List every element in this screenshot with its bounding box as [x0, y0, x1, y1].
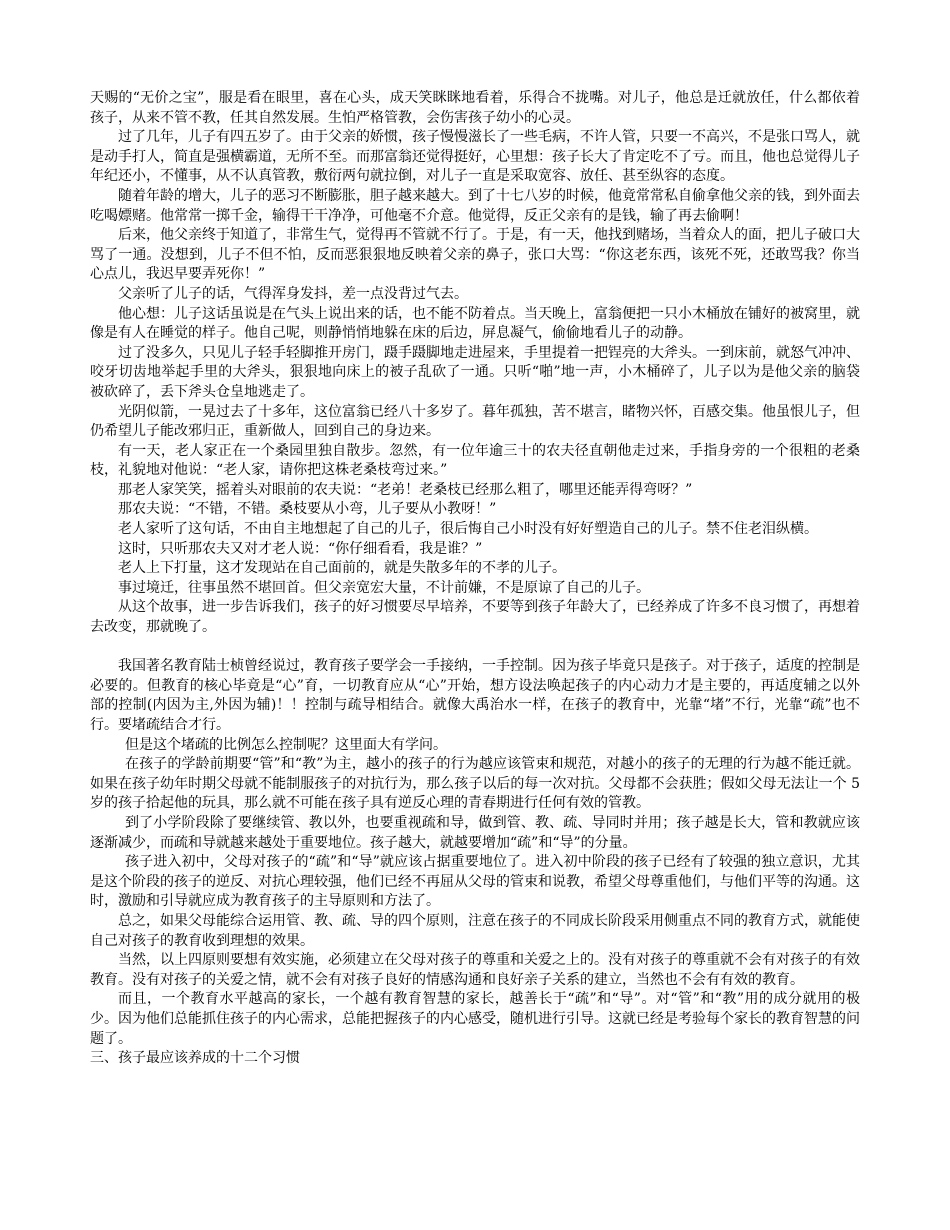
story-paragraph: 天赐的“无价之宝”，服是看在眼里，喜在心头，成天笑眯眯地看着，乐得合不拢嘴。对儿子，他总是迁就放任，什么都依着孩子，从来不管不教，任其自然发展。生怕严格管教，会伤害孩子幼小的心灵。 [90, 90, 860, 126]
section-heading: 三、孩子最应该养成的十二个习惯 [90, 1050, 300, 1067]
story-paragraph: 从这个故事，进一步告诉我们，孩子的好习惯要尽早培养，不要等到孩子年龄大了，已经养成了许多不良习惯了，再想着去改变，那就晚了。 [90, 599, 860, 636]
story-paragraph: 随着年龄的增大，儿子的恶习不断膨胀，胆子越来越大。到了十七八岁的时候，他竟常常私自偷拿他父亲的钱，到外面去吃喝嫖赌。他常常一掷千金，输得干干净净，可他毫不介意。他觉得，反正父亲有的是钱，输了再去偷啊！ [90, 187, 860, 224]
blank-line [90, 638, 860, 658]
story-paragraph: 后来，他父亲终于知道了，非常生气，觉得再不管就不行了。于是，有一天，他找到赌场，当着众人的面，把儿子破口大骂了一通。没想到，儿子不但不怕，反而恶狠狠地反映着父亲的鼻子，张口大骂：“你这老东西，该死不死，还敢骂我？你当心点儿，我迟早要弄死你！” [90, 227, 860, 283]
document-page [90, 89, 860, 1069]
story-paragraph: 过了几年，儿子有四五岁了。由于父亲的娇惯，孩子慢慢滋长了一些毛病，不许人管，只要一不高兴，不是张口骂人，就是动手打人，简直是强横霸道，无所不至。而那富翁还觉得挺好，心里想：孩子长大了肯定吃不了亏。而且，他也总觉得儿子年纪还小，不懂事，从不认真管教，敷衍两句就拉倒，对儿子一直是采取宽容、放任、甚至纵容的态度。 [90, 129, 860, 185]
story-paragraph: 光阴似箭，一晃过去了十多年，这位富翁已经八十多岁了。暮年孤独，苦不堪言，睹物兴怀，百感交集。他虽恨儿子，但仍希望儿子能改邪归正，重新做人，回到自己的身边来。 [90, 403, 860, 440]
essay-paragraph: 总之，如果父母能综合运用管、教、疏、导的四个原则，注意在孩子的不同成长阶段采用侧重点不同的教育方式，就能使自己对孩子的教育收到理想的效果。 [90, 912, 860, 949]
essay-paragraph: 但是这个堵疏的比例怎么控制呢？这里面大有学问。 [125, 736, 447, 753]
story-paragraph: 这时，只听那农夫又对才老人说：“你仔细看看，我是谁？” [118, 540, 483, 557]
essay-paragraph: 当然，以上四原则要想有效实施，必须建立在父母对孩子的尊重和关爱之上的。没有对孩子的尊重就不会有对孩子的有效教育。没有对孩子的关爱之情，就不会有对孩子良好的情感沟通和良好亲子关系的建立，当然也不会有有效的教育。 [90, 952, 860, 988]
essay-paragraph: 而且，一个教育水平越高的家长，一个越有教育智慧的家长，越善长于“疏”和“导”。对“管”和“教”用的成分就用的极少。因为他们总能抓住孩子的内心需求，总能把握孩子的内心感受，随机进行引导。这就已经是考验每个家长的教育智慧的问题了。 [90, 991, 860, 1047]
story-paragraph: 他心想：儿子这话虽说是在气头上说出来的话，也不能不防着点。当天晚上，富翁便把一只小木桶放在铺好的被窝里，就像是有人在睡觉的样子。他自己呢，则静悄悄地躲在床的后边，屏息凝气，偷偷地看儿子的动静。 [90, 305, 860, 342]
essay-paragraph: 孩子进入初中，父母对孩子的“疏”和“导”就应该占据重要地位了。进入初中阶段的孩子已经有了较强的独立意识，尤其是这个阶段的孩子的逆反、对抗心理较强，他们已经不再屈从父母的管束和说教，希望父母尊重他们，与他们平等的沟通。这时，激励和引导就应成为教育孩子的主导原则和方法了。 [90, 854, 860, 910]
story-paragraph: 父亲听了儿子的话，气得浑身发抖，差一点没背过气去。 [118, 285, 468, 302]
story-paragraph: 那老人家笑笑，摇着头对眼前的农夫说：“老弟！老桑枝已经那么粗了，哪里还能弄得弯呀？” [118, 481, 693, 498]
story-paragraph: 老人家听了这句话，不由自主地想起了自己的儿子，很后悔自己小时没有好好塑造自己的儿子。禁不住老泪纵横。 [118, 521, 818, 538]
story-paragraph: 那农夫说：“不错，不错。桑枝要从小弯，儿子要从小教呀！” [118, 501, 497, 518]
story-paragraph: 有一天，老人家正在一个桑园里独自散步。忽然，有一位年逾三十的农夫径直朝他走过来，手指身旁的一个很粗的老桑枝，礼貌地对他说：“老人家，请你把这株老桑枝弯过来。” [90, 442, 860, 479]
story-paragraph: 过了没多久，只见儿子轻手轻脚推开房门，蹑手蹑脚地走进屋来，手里提着一把锃亮的大斧头。一到床前，就怒气冲冲、咬牙切齿地举起手里的大斧头，狠狠地向床上的被子乱砍了一通。只听“啪”地一声，小木桶碎了，儿子以为是他父亲的脑袋被砍碎了，丢下斧头仓皇地逃走了。 [90, 344, 860, 400]
essay-paragraph: 在孩子的学龄前期要“管”和“教”为主，越小的孩子的行为越应该管束和规范，对越小的孩子的无理的行为越不能迁就。如果在孩子幼年时期父母就不能制服孩子的对抗行为，那么孩子以后的每一次对抗。父母都不会获胜；假如父母无法让一个 5 岁的孩子拾起他的玩具，那么就不可能在孩子具有逆反心理的青春期进行任何有效的管教。 [90, 756, 860, 812]
essay-paragraph: 到了小学阶段除了要继续管、教以外，也要重视疏和导，做到管、教、疏、导同时并用；孩子越是长大，管和教就应该逐渐减少，而疏和导就越来越处于重要地位。孩子越大，就越要增加“疏”和“导”的分量。 [90, 814, 860, 851]
essay-paragraph: 我国著名教育陆士桢曾经说过，教育孩子要学会一手接纳，一手控制。因为孩子毕竟只是孩子。对于孩子，适度的控制是必要的。但教育的核心毕竟是“心”育，一切教育应从“心”开始，想方设法唤起孩子的内心动力才是主要的，再适度辅之以外部的控制(内因为主,外因为辅)！！控制与疏导相结合。就像大禹治水一样，在孩子的教育中，光靠“堵”不行，光靠“疏”也不行。要堵疏结合才行。 [90, 658, 860, 733]
story-paragraph: 事过境迁，往事虽然不堪回首。但父亲宽宏大量，不计前嫌，不是原谅了自己的儿子。 [118, 579, 650, 596]
story-paragraph: 老人上下打量，这才发现站在自己面前的，就是失散多年的不孝的儿子。 [118, 560, 566, 577]
